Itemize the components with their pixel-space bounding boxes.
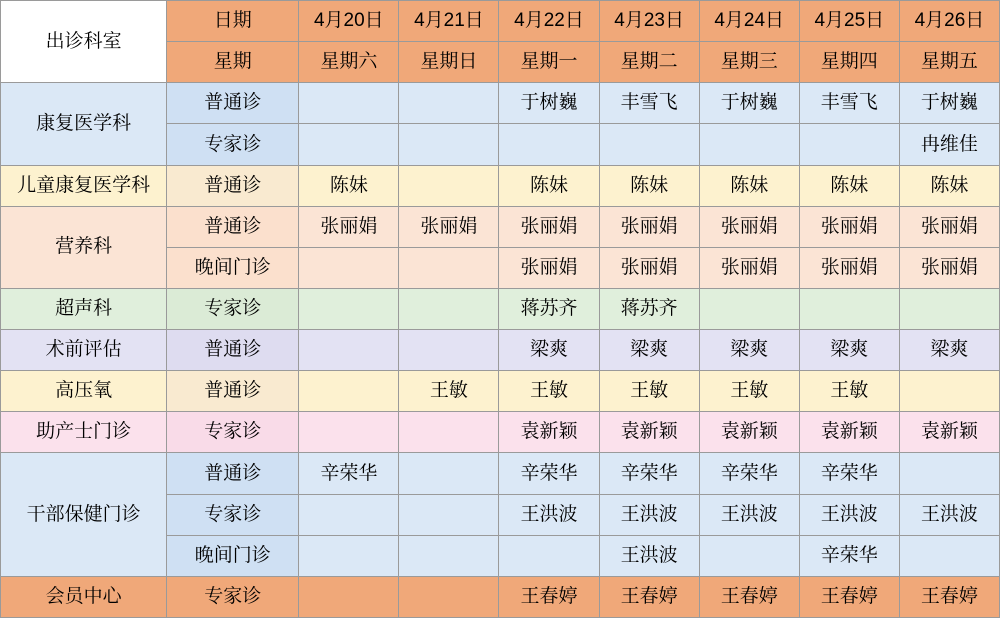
dept-label-1: 儿童康复医学科: [1, 165, 167, 206]
cell-2-0-2: 张丽娟: [499, 206, 599, 247]
cell-5-0-1: 王敏: [399, 371, 499, 412]
cell-7-0-0: 辛荣华: [299, 453, 399, 494]
header-date-5: 4月25日: [799, 1, 899, 42]
cell-7-2-4: [699, 535, 799, 576]
cell-1-0-0: 陈妹: [299, 165, 399, 206]
table-row: [1, 206, 1000, 247]
cell-4-0-0: [299, 330, 399, 371]
header-weekday-1: 星期日: [399, 42, 499, 83]
cell-2-0-6: 张丽娟: [899, 206, 999, 247]
cell-3-0-4: [699, 288, 799, 329]
cell-6-0-6: 袁新颖: [899, 412, 999, 453]
cell-6-0-5: 袁新颖: [799, 412, 899, 453]
dept-label-3: 超声科: [1, 288, 167, 329]
cell-7-0-4: 辛荣华: [699, 453, 799, 494]
visit-type-0-1: 专家诊: [167, 124, 299, 165]
cell-3-0-6: [899, 288, 999, 329]
cell-0-1-3: [599, 124, 699, 165]
cell-7-1-0: [299, 494, 399, 535]
cell-8-0-6: 王春婷: [899, 576, 999, 617]
header-weekday-0: 星期六: [299, 42, 399, 83]
cell-5-0-4: 王敏: [699, 371, 799, 412]
cell-1-0-5: 陈妹: [799, 165, 899, 206]
visit-type-2-1: 晚间门诊: [167, 247, 299, 288]
cell-2-1-0: [299, 247, 399, 288]
visit-type-3-0: 专家诊: [167, 288, 299, 329]
cell-0-1-6: 冉维佳: [899, 124, 999, 165]
cell-7-2-6: [899, 535, 999, 576]
header-row-label-date: 日期: [167, 1, 299, 42]
cell-0-0-4: 于树巍: [699, 83, 799, 124]
cell-0-0-1: [399, 83, 499, 124]
cell-7-1-1: [399, 494, 499, 535]
cell-2-0-0: 张丽娟: [299, 206, 399, 247]
dept-label-0: 康复医学科: [1, 83, 167, 165]
cell-1-0-6: 陈妹: [899, 165, 999, 206]
table-row: [1, 371, 1000, 412]
cell-0-1-2: [499, 124, 599, 165]
header-weekday-4: 星期三: [699, 42, 799, 83]
cell-6-0-0: [299, 412, 399, 453]
cell-7-1-2: 王洪波: [499, 494, 599, 535]
cell-4-0-4: 梁爽: [699, 330, 799, 371]
cell-5-0-0: [299, 371, 399, 412]
cell-3-0-0: [299, 288, 399, 329]
header-date-6: 4月26日: [899, 1, 999, 42]
cell-0-0-0: [299, 83, 399, 124]
header-date-1: 4月21日: [399, 1, 499, 42]
header-weekday-6: 星期五: [899, 42, 999, 83]
cell-0-1-5: [799, 124, 899, 165]
dept-label-4: 术前评估: [1, 330, 167, 371]
visit-type-4-0: 普通诊: [167, 330, 299, 371]
cell-2-1-5: 张丽娟: [799, 247, 899, 288]
cell-8-0-5: 王春婷: [799, 576, 899, 617]
cell-7-0-6: [899, 453, 999, 494]
cell-2-0-4: 张丽娟: [699, 206, 799, 247]
cell-2-0-3: 张丽娟: [599, 206, 699, 247]
visit-type-7-0: 普通诊: [167, 453, 299, 494]
visit-type-0-0: 普通诊: [167, 83, 299, 124]
cell-7-2-5: 辛荣华: [799, 535, 899, 576]
cell-3-0-1: [399, 288, 499, 329]
cell-2-0-1: 张丽娟: [399, 206, 499, 247]
cell-4-0-6: 梁爽: [899, 330, 999, 371]
cell-7-0-2: 辛荣华: [499, 453, 599, 494]
cell-0-0-6: 于树巍: [899, 83, 999, 124]
cell-0-1-4: [699, 124, 799, 165]
dept-label-7: 干部保健门诊: [1, 453, 167, 576]
cell-7-2-3: 王洪波: [599, 535, 699, 576]
header-weekday-3: 星期二: [599, 42, 699, 83]
dept-label-6: 助产士门诊: [1, 412, 167, 453]
header-date-2: 4月22日: [499, 1, 599, 42]
cell-6-0-2: 袁新颖: [499, 412, 599, 453]
cell-7-0-3: 辛荣华: [599, 453, 699, 494]
cell-6-0-1: [399, 412, 499, 453]
cell-8-0-0: [299, 576, 399, 617]
cell-5-0-2: 王敏: [499, 371, 599, 412]
cell-2-1-2: 张丽娟: [499, 247, 599, 288]
cell-0-0-2: 于树巍: [499, 83, 599, 124]
cell-5-0-6: [899, 371, 999, 412]
cell-6-0-3: 袁新颖: [599, 412, 699, 453]
cell-3-0-3: 蒋苏齐: [599, 288, 699, 329]
cell-0-1-0: [299, 124, 399, 165]
visit-type-6-0: 专家诊: [167, 412, 299, 453]
header-date-0: 4月20日: [299, 1, 399, 42]
visit-type-8-0: 专家诊: [167, 576, 299, 617]
dept-label-8: 会员中心: [1, 576, 167, 617]
header-date-3: 4月23日: [599, 1, 699, 42]
cell-1-0-3: 陈妹: [599, 165, 699, 206]
table-row: [1, 330, 1000, 371]
cell-3-0-5: [799, 288, 899, 329]
table-row: [1, 83, 1000, 124]
table-header-row-date: [1, 1, 1000, 42]
visit-type-7-2: 晚间门诊: [167, 535, 299, 576]
cell-1-0-2: 陈妹: [499, 165, 599, 206]
cell-4-0-1: [399, 330, 499, 371]
cell-4-0-2: 梁爽: [499, 330, 599, 371]
cell-0-1-1: [399, 124, 499, 165]
table-row: [1, 165, 1000, 206]
cell-7-0-1: [399, 453, 499, 494]
cell-5-0-5: 王敏: [799, 371, 899, 412]
cell-7-2-2: [499, 535, 599, 576]
table-row: [1, 453, 1000, 494]
cell-8-0-3: 王春婷: [599, 576, 699, 617]
dept-label-2: 营养科: [1, 206, 167, 288]
cell-2-1-3: 张丽娟: [599, 247, 699, 288]
cell-7-1-3: 王洪波: [599, 494, 699, 535]
cell-7-1-5: 王洪波: [799, 494, 899, 535]
cell-8-0-1: [399, 576, 499, 617]
cell-7-0-5: 辛荣华: [799, 453, 899, 494]
visit-type-2-0: 普通诊: [167, 206, 299, 247]
cell-7-2-0: [299, 535, 399, 576]
cell-7-1-4: 王洪波: [699, 494, 799, 535]
cell-4-0-5: 梁爽: [799, 330, 899, 371]
header-weekday-5: 星期四: [799, 42, 899, 83]
cell-2-1-1: [399, 247, 499, 288]
cell-7-2-1: [399, 535, 499, 576]
visit-type-1-0: 普通诊: [167, 165, 299, 206]
cell-2-1-4: 张丽娟: [699, 247, 799, 288]
dept-label-5: 高压氧: [1, 371, 167, 412]
cell-5-0-3: 王敏: [599, 371, 699, 412]
visit-type-5-0: 普通诊: [167, 371, 299, 412]
header-dept-column-label: 出诊科室: [1, 1, 167, 83]
cell-0-0-3: 丰雪飞: [599, 83, 699, 124]
header-date-4: 4月24日: [699, 1, 799, 42]
table-row: [1, 576, 1000, 617]
cell-1-0-4: 陈妹: [699, 165, 799, 206]
cell-1-0-1: [399, 165, 499, 206]
cell-6-0-4: 袁新颖: [699, 412, 799, 453]
table-row: [1, 412, 1000, 453]
cell-7-1-6: 王洪波: [899, 494, 999, 535]
cell-4-0-3: 梁爽: [599, 330, 699, 371]
cell-0-0-5: 丰雪飞: [799, 83, 899, 124]
header-weekday-2: 星期一: [499, 42, 599, 83]
visit-type-7-1: 专家诊: [167, 494, 299, 535]
cell-2-1-6: 张丽娟: [899, 247, 999, 288]
table-row: [1, 288, 1000, 329]
cell-8-0-4: 王春婷: [699, 576, 799, 617]
header-row-label-weekday: 星期: [167, 42, 299, 83]
cell-2-0-5: 张丽娟: [799, 206, 899, 247]
cell-3-0-2: 蒋苏齐: [499, 288, 599, 329]
cell-8-0-2: 王春婷: [499, 576, 599, 617]
